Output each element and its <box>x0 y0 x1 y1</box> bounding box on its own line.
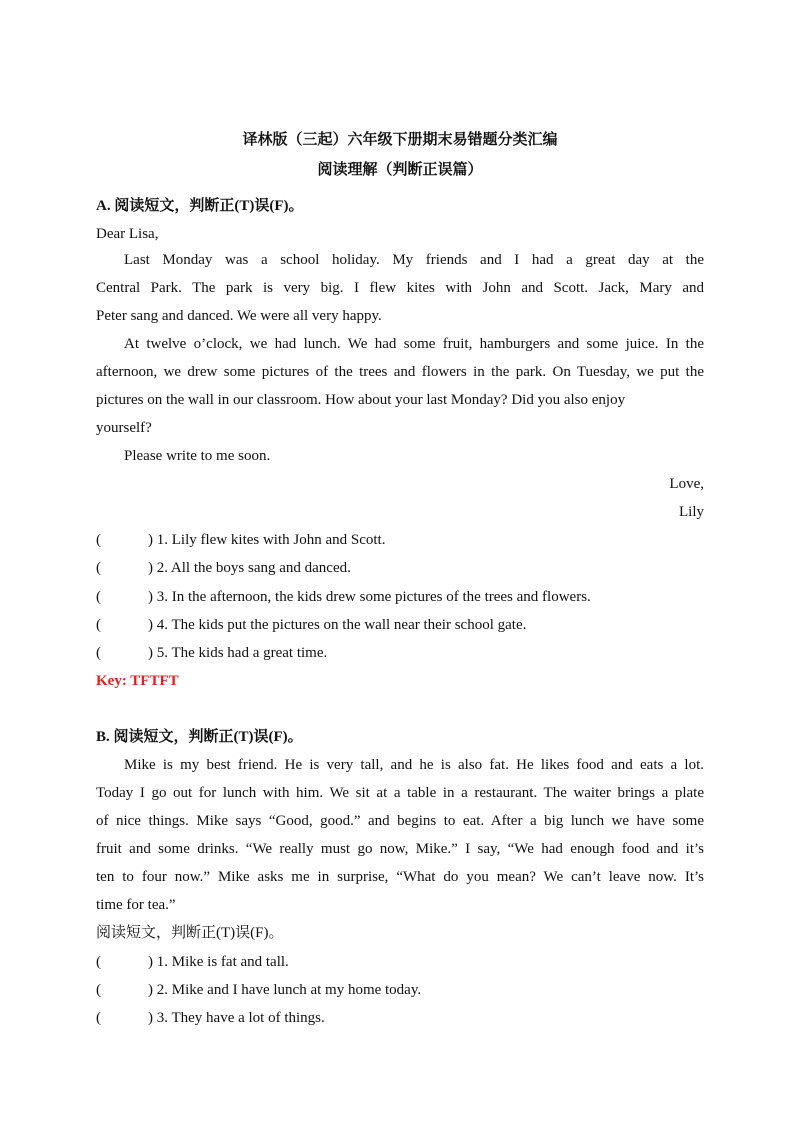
question-text: ) 5. The kids had a great time. <box>148 645 328 661</box>
question-item <box>96 558 351 578</box>
question-text: ) 2. Mike and I have lunch at my home today. <box>148 982 422 998</box>
section-a-p3: Please write to me soon. <box>124 448 271 464</box>
question-text: ) 4. The kids put the pictures on the wall near their school gate. <box>148 617 527 633</box>
question-text: ) 1. Lily flew kites with John and Scott. <box>148 532 386 548</box>
section-a-heading: A. 阅读短文，判断正(T)误(F)。 <box>96 198 304 214</box>
letter-greeting: Dear Lisa, <box>96 226 159 242</box>
answer-blank[interactable]: ( <box>96 532 101 548</box>
section-a-p1-line: Central Park. The park is very big. I flew kites with John and Scott. Jack, Mary and <box>96 280 704 296</box>
letter-closing: Love, <box>669 476 704 492</box>
answer-blank[interactable]: ( <box>96 982 101 998</box>
section-b-p1-line: ten to four now.” Mike asks me in surprise, “What do you mean? We can’t leave now. It’s <box>96 869 704 885</box>
document-title: 译林版（三起）六年级下册期末易错题分类汇编 <box>242 132 558 148</box>
section-a-p2-line: afternoon, we drew some pictures of the trees and flowers in the park. On Tuesday, we put the <box>96 364 704 380</box>
question-text: ) 1. Mike is fat and tall. <box>148 954 289 970</box>
section-b-heading: B. 阅读短文，判断正(T)误(F)。 <box>96 729 303 745</box>
question-text: ) 3. They have a lot of things. <box>148 1010 325 1026</box>
section-b-p1-line: time for tea.” <box>96 897 176 913</box>
section-b-p1-line: Today I go out for lunch with him. We sit at a table in a restaurant. The waiter brings a plate <box>96 785 704 801</box>
section-a-p1-line: Peter sang and danced. We were all very happy. <box>96 308 382 324</box>
section-a-p2-line: yourself? <box>96 420 152 436</box>
section-a-p1-line: Last Monday was a school holiday. My friends and I had a great day at the <box>124 252 704 268</box>
question-item <box>96 1008 325 1028</box>
section-a-p2-line: At twelve o’clock, we had lunch. We had some fruit, hamburgers and some juice. In the <box>124 336 704 352</box>
question-item <box>96 615 526 635</box>
section-a-p2-line: pictures on the wall in our classroom. How about your last Monday? Did you also enjoy <box>96 392 626 408</box>
answer-blank[interactable]: ( <box>96 645 101 661</box>
question-text: ) 2. All the boys sang and danced. <box>148 560 351 576</box>
question-text: ) 3. In the afternoon, the kids drew some pictures of the trees and flowers. <box>148 589 591 605</box>
question-item <box>96 587 591 607</box>
answer-blank[interactable]: ( <box>96 560 101 576</box>
question-item <box>96 952 289 972</box>
section-b-p1-line: of nice things. Mike says “Good, good.” and begins to eat. After a big lunch we have some <box>96 813 704 829</box>
question-item <box>96 980 421 1000</box>
document-subtitle: 阅读理解（判断正误篇） <box>317 162 483 178</box>
letter-signature: Lily <box>679 504 704 520</box>
question-item <box>96 643 327 663</box>
answer-blank[interactable]: ( <box>96 954 101 970</box>
answer-blank[interactable]: ( <box>96 1010 101 1026</box>
answer-blank[interactable]: ( <box>96 617 101 633</box>
question-item <box>96 530 385 550</box>
section-b-p1-line: Mike is my best friend. He is very tall, and he is also fat. He likes food and eats a lot. <box>124 757 704 773</box>
section-b-p1-line: fruit and some drinks. “We really must go now, Mike.” I say, “We had enough food and it’s <box>96 841 704 857</box>
section-b-instruction: 阅读短文，判断正(T)误(F)。 <box>96 925 284 941</box>
answer-key: Key: TFTFT <box>96 673 179 689</box>
answer-blank[interactable]: ( <box>96 589 101 605</box>
